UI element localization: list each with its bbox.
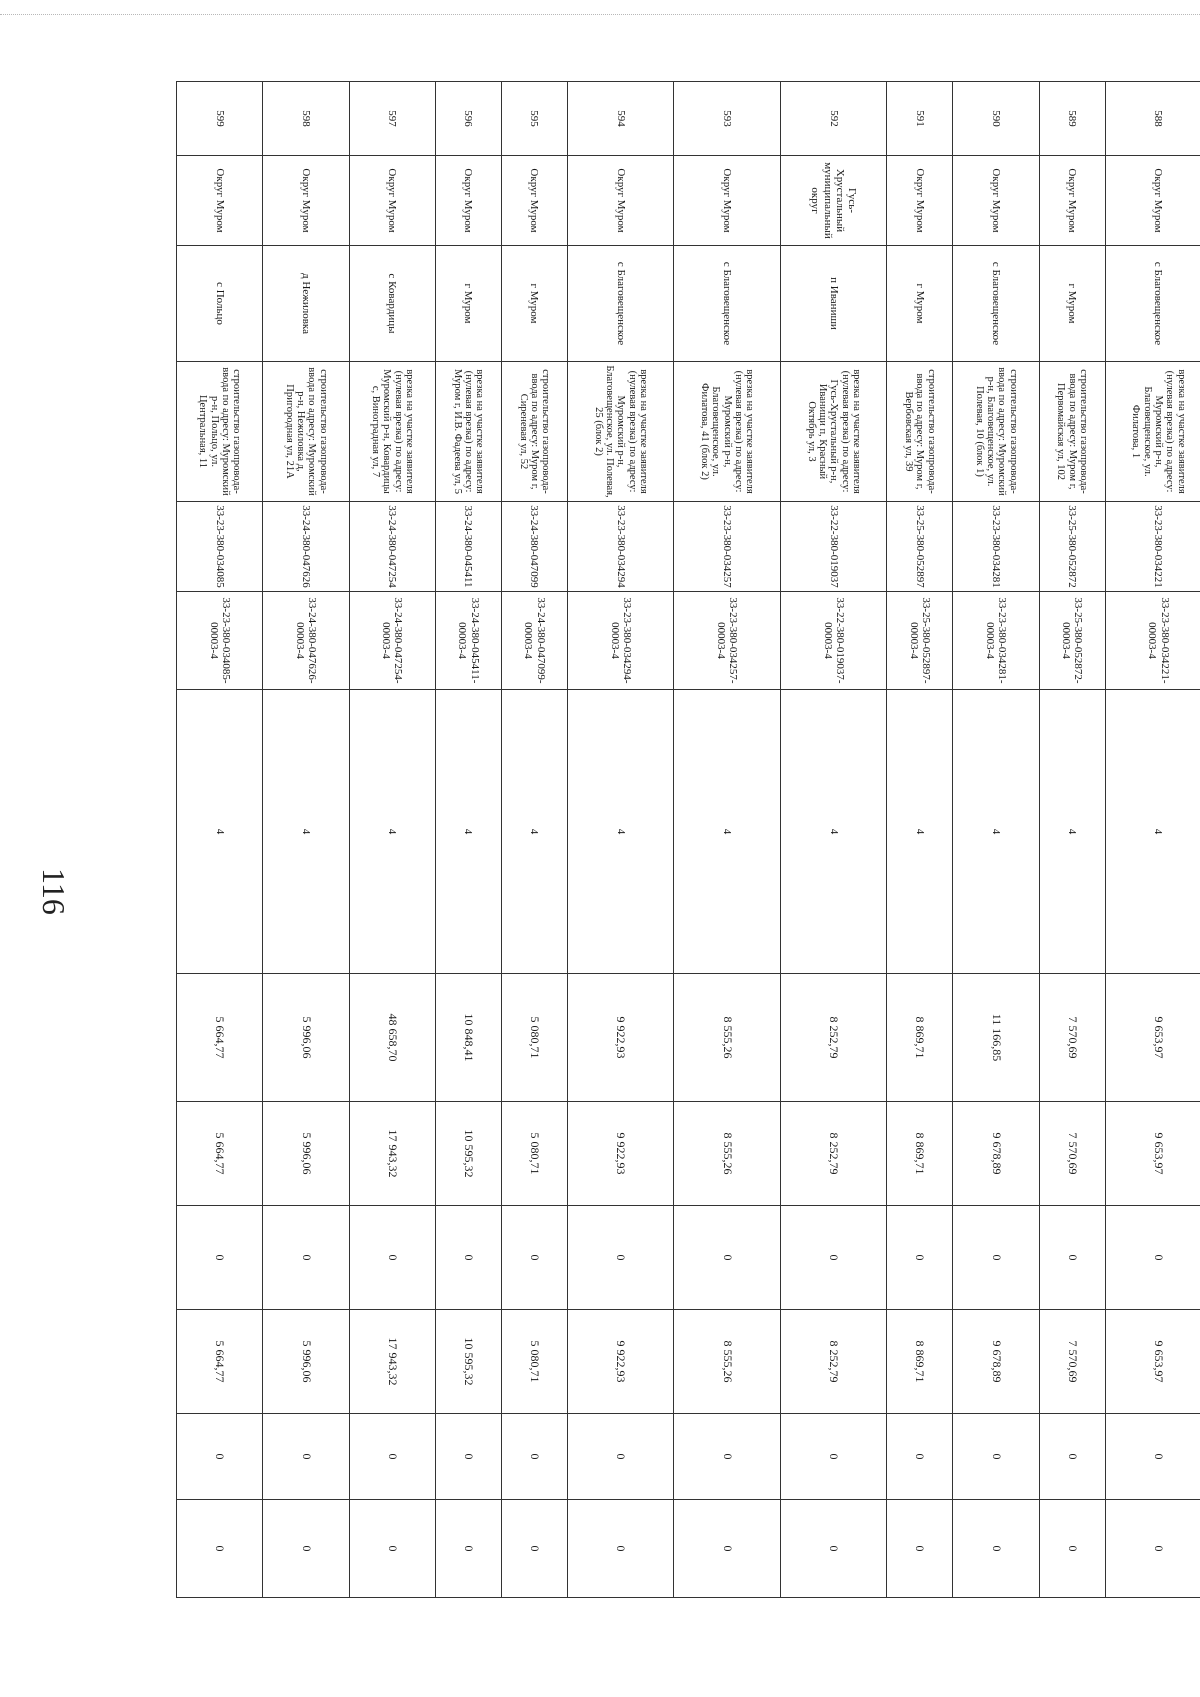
amount-cell: 0 [177, 1414, 263, 1500]
amount-cell: 9 653,97 [1105, 974, 1200, 1102]
amount-cell: 0 [501, 1414, 567, 1500]
object-id-cell: 33-23-380-034257-00003-4 [674, 592, 780, 690]
category-cell: 4 [567, 690, 673, 974]
locality-cell: с Благовещенское [1105, 246, 1200, 362]
amount-cell: 0 [263, 1206, 349, 1310]
amount-cell: 9 678,89 [953, 1310, 1039, 1414]
table-row [887, 82, 953, 1598]
cadastral-cell: 33-24-380-045411 [435, 502, 501, 592]
amount-cell: 5 996,06 [263, 1102, 349, 1206]
amount-cell: 9 653,97 [1105, 1310, 1200, 1414]
locality-cell: с Польцо [177, 246, 263, 362]
okrug-cell: Округ Муром [1105, 156, 1200, 246]
amount-cell: 0 [887, 1206, 953, 1310]
category-cell: 4 [349, 690, 435, 974]
description-cell: врезка на участке заявителя (нулевая врезка) по адресу: Муромский р-н, Благовещенское, ул. Филатова, 41 (блок 2) [674, 362, 780, 502]
amount-cell: 8 869,71 [887, 1310, 953, 1414]
category-cell: 4 [1039, 690, 1105, 974]
object-id-cell: 33-24-380-047626-00003-4 [263, 592, 349, 690]
object-id-cell: 33-23-380-034294-00003-4 [567, 592, 673, 690]
amount-cell: 0 [567, 1500, 673, 1598]
row-number: 593 [674, 82, 780, 156]
amount-cell: 0 [567, 1414, 673, 1500]
amount-cell: 0 [177, 1500, 263, 1598]
amount-cell: 0 [567, 1206, 673, 1310]
amount-cell: 0 [780, 1500, 886, 1598]
amount-cell: 5 996,06 [263, 1310, 349, 1414]
amount-cell: 0 [349, 1206, 435, 1310]
category-cell: 4 [435, 690, 501, 974]
description-cell: врезка на участке заявителя (нулевая врезка) по адресу: Муромский р-н, Благовещенское, ул. Филатова, 1 [1105, 362, 1200, 502]
object-id-cell: 33-24-380-047254-00003-4 [349, 592, 435, 690]
amount-cell: 9 922,93 [567, 1102, 673, 1206]
locality-cell: д Нежиловка [263, 246, 349, 362]
category-cell: 4 [177, 690, 263, 974]
cadastral-cell: 33-23-380-034257 [674, 502, 780, 592]
amount-cell: 10 595,32 [435, 1102, 501, 1206]
object-id-cell: 33-22-380-019037-00003-4 [780, 592, 886, 690]
amount-cell: 0 [1039, 1206, 1105, 1310]
amount-cell: 11 166,85 [953, 974, 1039, 1102]
amount-cell: 5 080,71 [501, 1102, 567, 1206]
table-row [674, 82, 780, 1598]
amount-cell: 7 570,69 [1039, 1102, 1105, 1206]
amount-cell: 0 [674, 1414, 780, 1500]
registry-table [176, 81, 1200, 1598]
table-row [435, 82, 501, 1598]
amount-cell: 0 [780, 1206, 886, 1310]
table-row [567, 82, 673, 1598]
amount-cell: 9 678,89 [953, 1102, 1039, 1206]
locality-cell: с Благовещенское [953, 246, 1039, 362]
amount-cell: 5 664,77 [177, 1310, 263, 1414]
amount-cell: 0 [501, 1206, 567, 1310]
amount-cell: 0 [349, 1500, 435, 1598]
cadastral-cell: 33-24-380-047254 [349, 502, 435, 592]
amount-cell: 5 996,06 [263, 974, 349, 1102]
amount-cell: 0 [674, 1500, 780, 1598]
category-cell: 4 [263, 690, 349, 974]
cadastral-cell: 33-23-380-034281 [953, 502, 1039, 592]
amount-cell: 0 [780, 1414, 886, 1500]
table-row [1105, 82, 1200, 1598]
locality-cell: г Муром [1039, 246, 1105, 362]
category-cell: 4 [1105, 690, 1200, 974]
amount-cell: 9 653,97 [1105, 1102, 1200, 1206]
amount-cell: 0 [1039, 1500, 1105, 1598]
cadastral-cell: 33-25-380-052872 [1039, 502, 1105, 592]
amount-cell: 9 922,93 [567, 974, 673, 1102]
table-row [780, 82, 886, 1598]
amount-cell: 8 869,71 [887, 1102, 953, 1206]
amount-cell: 0 [887, 1414, 953, 1500]
cadastral-cell: 33-22-380-019037 [780, 502, 886, 592]
amount-cell: 0 [1105, 1414, 1200, 1500]
amount-cell: 5 080,71 [501, 974, 567, 1102]
cadastral-cell: 33-24-380-047626 [263, 502, 349, 592]
row-number: 599 [177, 82, 263, 156]
category-cell: 4 [780, 690, 886, 974]
locality-cell: п Иваниши [780, 246, 886, 362]
amount-cell: 0 [435, 1206, 501, 1310]
amount-cell: 0 [887, 1500, 953, 1598]
table-row [953, 82, 1039, 1598]
amount-cell: 5 664,77 [177, 1102, 263, 1206]
amount-cell: 7 570,69 [1039, 1310, 1105, 1414]
row-number: 589 [1039, 82, 1105, 156]
locality-cell: с Благовещенское [567, 246, 673, 362]
registry-table-body [177, 82, 1200, 1598]
description-cell: строительство газопровода-ввода по адресу: Муромский р-н, Польцо, ул. Центральная, 11 [177, 362, 263, 502]
object-id-cell: 33-25-380-052897-00003-4 [887, 592, 953, 690]
amount-cell: 0 [1039, 1414, 1105, 1500]
amount-cell: 8 555,26 [674, 1102, 780, 1206]
description-cell: строительство газопровода-ввода по адресу: Муром г, Сиреневая ул, 52 [501, 362, 567, 502]
row-number: 592 [780, 82, 886, 156]
row-number: 598 [263, 82, 349, 156]
cadastral-cell: 33-23-380-034085 [177, 502, 263, 592]
locality-cell: г Муром [887, 246, 953, 362]
amount-cell: 17 943,32 [349, 1102, 435, 1206]
amount-cell: 17 943,32 [349, 1310, 435, 1414]
okrug-cell: Округ Муром [567, 156, 673, 246]
description-cell: строительство газопровода-ввода по адресу: Муром г, Вербовская ул, 39 [887, 362, 953, 502]
object-id-cell: 33-23-380-034085-00003-4 [177, 592, 263, 690]
amount-cell: 8 555,26 [674, 974, 780, 1102]
object-id-cell: 33-24-380-045411-00003-4 [435, 592, 501, 690]
amount-cell: 5 664,77 [177, 974, 263, 1102]
row-number: 596 [435, 82, 501, 156]
amount-cell: 0 [349, 1414, 435, 1500]
object-id-cell: 33-23-380-034281-00003-4 [953, 592, 1039, 690]
table-row [349, 82, 435, 1598]
description-cell: врезка на участке заявителя (нулевая врезка) по адресу: Муромский р-н, Благовещенское, ул. Полевая, 25 (блок 2) [567, 362, 673, 502]
category-cell: 4 [887, 690, 953, 974]
amount-cell: 10 595,32 [435, 1310, 501, 1414]
locality-cell: с Благовещенское [674, 246, 780, 362]
description-cell: строительство газопровода-ввода по адресу: Муромский р-н, Благовещенское, ул. Полевая, 10 (блок 1) [953, 362, 1039, 502]
amount-cell: 8 252,79 [780, 1310, 886, 1414]
row-number: 597 [349, 82, 435, 156]
category-cell: 4 [953, 690, 1039, 974]
table-row [501, 82, 567, 1598]
description-cell: строительство газопровода-ввода по адресу: Муромский р-н, Нежиловка д, Пригородная ул, 21А [263, 362, 349, 502]
amount-cell: 8 869,71 [887, 974, 953, 1102]
locality-cell: г Муром [501, 246, 567, 362]
cadastral-cell: 33-23-380-034221 [1105, 502, 1200, 592]
amount-cell: 0 [435, 1500, 501, 1598]
row-number: 594 [567, 82, 673, 156]
amount-cell: 0 [953, 1206, 1039, 1310]
amount-cell: 0 [501, 1500, 567, 1598]
amount-cell: 48 658,70 [349, 974, 435, 1102]
table-row [177, 82, 263, 1598]
okrug-cell: Округ Муром [501, 156, 567, 246]
okrug-cell: Округ Муром [674, 156, 780, 246]
okrug-cell: Округ Муром [349, 156, 435, 246]
amount-cell: 0 [953, 1500, 1039, 1598]
table-row [1039, 82, 1105, 1598]
amount-cell: 7 570,69 [1039, 974, 1105, 1102]
amount-cell: 0 [263, 1500, 349, 1598]
object-id-cell: 33-23-380-034221-00003-4 [1105, 592, 1200, 690]
row-number: 595 [501, 82, 567, 156]
amount-cell: 0 [1105, 1206, 1200, 1310]
amount-cell: 10 848,41 [435, 974, 501, 1102]
okrug-cell: Округ Муром [953, 156, 1039, 246]
description-cell: врезка на участке заявителя (нулевая врезка) по адресу: Муромский р-н, Ковардицы с, Виноградная ул, 7 [349, 362, 435, 502]
okrug-cell: Округ Муром [263, 156, 349, 246]
amount-cell: 0 [435, 1414, 501, 1500]
amount-cell: 0 [1105, 1500, 1200, 1598]
amount-cell: 8 555,26 [674, 1310, 780, 1414]
object-id-cell: 33-24-380-047099-00003-4 [501, 592, 567, 690]
okrug-cell: Округ Муром [887, 156, 953, 246]
locality-cell: с Ковардицы [349, 246, 435, 362]
amount-cell: 0 [177, 1206, 263, 1310]
cadastral-cell: 33-24-380-047099 [501, 502, 567, 592]
amount-cell: 0 [263, 1414, 349, 1500]
row-number: 591 [887, 82, 953, 156]
row-number: 590 [953, 82, 1039, 156]
scan-edge [0, 14, 1200, 15]
locality-cell: г Муром [435, 246, 501, 362]
cadastral-cell: 33-23-380-034294 [567, 502, 673, 592]
table-row [263, 82, 349, 1598]
amount-cell: 5 080,71 [501, 1310, 567, 1414]
object-id-cell: 33-25-380-052872-00003-4 [1039, 592, 1105, 690]
okrug-cell: Округ Муром [177, 156, 263, 246]
description-cell: строительство газопровода-ввода по адресу: Муром г, Первомайская ул, 102 [1039, 362, 1105, 502]
okrug-cell: Округ Муром [1039, 156, 1105, 246]
cadastral-cell: 33-25-380-052897 [887, 502, 953, 592]
rotated-table-container [176, 81, 1200, 1597]
row-number: 588 [1105, 82, 1200, 156]
amount-cell: 9 922,93 [567, 1310, 673, 1414]
amount-cell: 0 [953, 1414, 1039, 1500]
okrug-cell: Округ Муром [435, 156, 501, 246]
page-number: 116 [36, 868, 72, 915]
description-cell: врезка на участке заявителя (нулевая врезка) по адресу: Муром г, И.В. Фадеева ул, 5 [435, 362, 501, 502]
category-cell: 4 [501, 690, 567, 974]
okrug-cell: Гусь-Хрустальный муниципальный округ [780, 156, 886, 246]
description-cell: врезка на участке заявителя (нулевая врезка) по адресу: Гусь-Хрустальный р-н, Иванищи п, Красный Октябрь ул, 3 [780, 362, 886, 502]
category-cell: 4 [674, 690, 780, 974]
amount-cell: 8 252,79 [780, 974, 886, 1102]
amount-cell: 0 [674, 1206, 780, 1310]
amount-cell: 8 252,79 [780, 1102, 886, 1206]
